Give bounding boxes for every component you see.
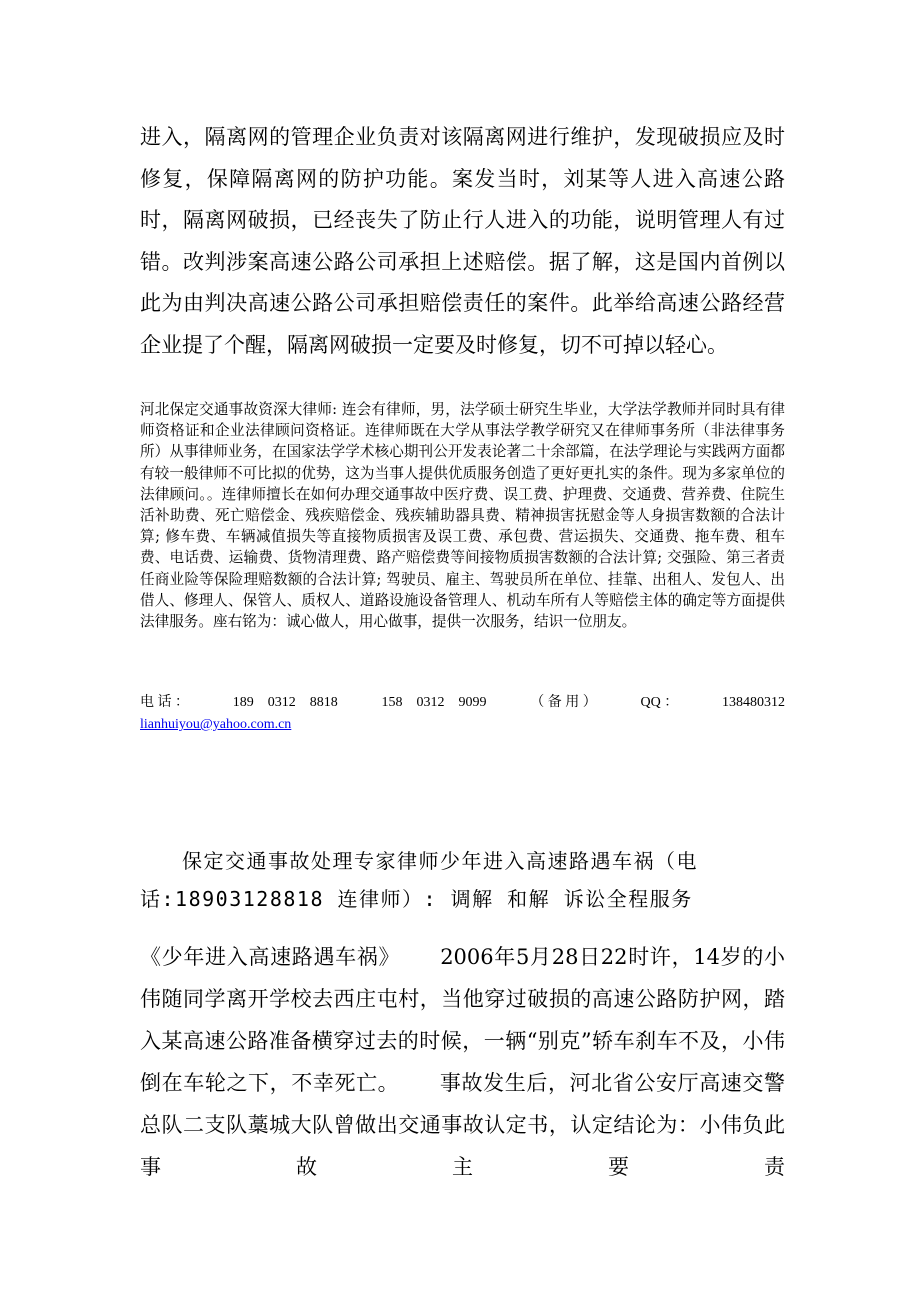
paragraph-accident (140, 936, 785, 1188)
accident-aftermath: 事故发生后，河北省公安厅高速交警总队二支队藁城大队曾做出交通事故认定书，认定结论为：小伟负此事故主要责 (140, 1071, 786, 1179)
contact-line (140, 692, 785, 713)
paragraph-ruling: 进入，隔离网的管理企业负责对该隔离网进行维护，发现破损应及时修复，保障隔离网的防护功能。案发当时，刘某等人进入高速公路时，隔离网破损，已经丧失了防止行人进入的功能，说明管理人有过错。改判涉案高速公路公司承担上述赔偿。据了解，这是国内首例以此为由判决高速公路公司承担赔偿责任的案件。此举给高速公路经营企业提了个醒，隔离网破损一定要及时修复，切不可掉以轻心。 (140, 125, 785, 357)
phone-label: 电 话 ： (140, 695, 189, 710)
backup-label: （ 备 用 ） (530, 695, 597, 710)
email-link[interactable]: lianhuiyou@yahoo.com.cn (140, 717, 292, 732)
lawyer-bio: 河北保定交通事故资深大律师: 连会有律师，男，法学硕士研究生毕业，大学法学教师并同时具有律师资格证和企业法律顾问资格证。连律师既在大学从事法学教学研究又在律师事务所（非法律事务所）从事律师业务，在国家法学学术核心期刊公开发表论著二十余部篇，在法学理论与实践两方面都有较一般律师不可比拟的优势，这为当事人提供优质服务创造了更好更扎实的条件。现为多家单位的法律顾问。。连律师擅长在如何办理交通事故中医疗费、误工费、护理费、交通费、营养费、住院生活补助费、死亡赔偿金、残疾赔偿金、残疾辅助器具费、精神损害抚慰金等人身损害数额的合法计算; 修车费、车辆减值损失等直接物质损害及误工费、承包费、营运损失、交通费、拖车费、租车费、电话费、运输费、货物清理费、路产赔偿费等间接物质损害数额的合法计算; 交强险、第三者责任商业险等保险理赔数额的合法计算; 驾驶员、雇主、驾驶员所在单位、挂靠、出租人、发包人、出借人、修理人、保管人、质权人、道路设施设备管理人、机动车所有人等赔偿主体的确定等方面提供法律服务。座右铭为：诚心做人，用心做事，提供一次服务，结识一位朋友。 (140, 401, 785, 631)
qq-number: 138480312 (721, 695, 785, 710)
qq-label: QQ ： (640, 695, 679, 710)
article-title: 《少年进入高速路遇车祸》 (140, 945, 401, 969)
phone-number-2: 158 0312 9099 (381, 695, 487, 710)
phone-number-1: 189 0312 8818 (232, 695, 338, 710)
accident-description: 2006年5月28日22时许，14岁的小伟随同学离开学校去西庄屯村，当他穿过破损的高速公路防护网，踏入某高速公路准备横穿过去的时候，一辆“别克”轿车刹车不及，小伟倒在车轮之下，不幸死亡。 (140, 945, 786, 1095)
article-heading: 保定交通事故处理专家律师少年进入高速路遇车祸（电话:18903128818 连律师）: 调解 和解 诉讼全程服务 (140, 849, 698, 911)
